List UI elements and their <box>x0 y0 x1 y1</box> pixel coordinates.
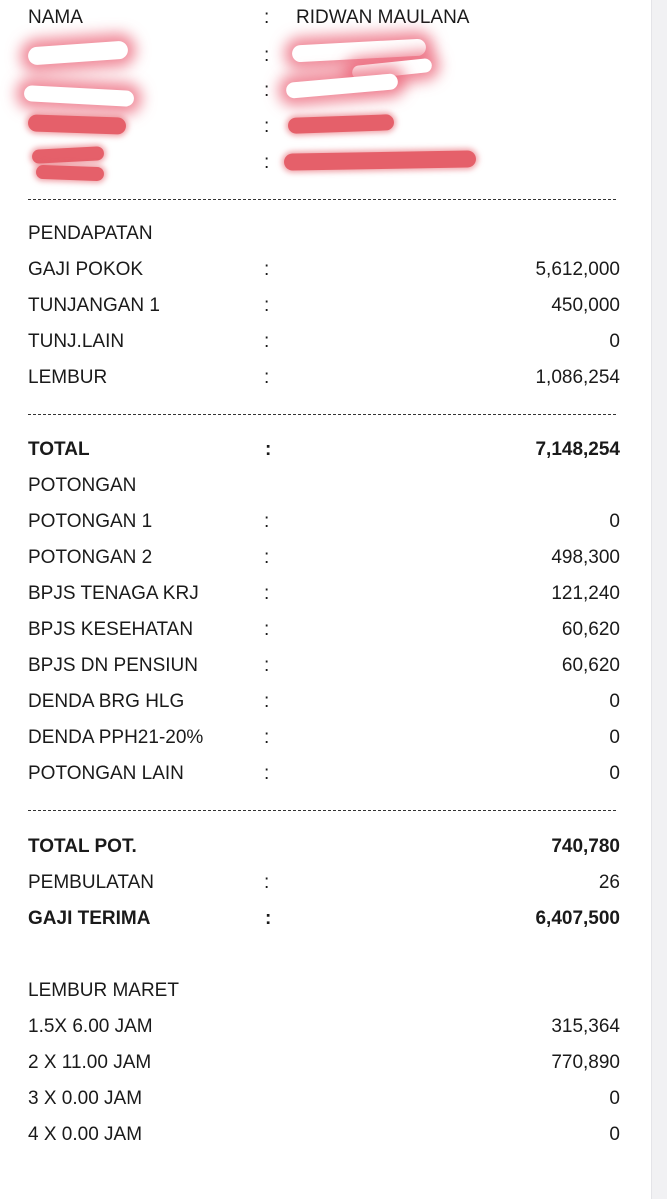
redacted-colon-2: : <box>264 80 270 101</box>
item-colon: : <box>264 691 270 712</box>
total-pot-row <box>0 834 640 860</box>
gaji-terima-colon: : <box>265 908 272 929</box>
item-colon: : <box>264 763 270 784</box>
potongan-row <box>0 617 640 643</box>
pembulatan-colon: : <box>264 872 270 893</box>
pembulatan-label: PEMBULATAN <box>28 872 154 893</box>
item-value: 770,890 <box>551 1052 620 1073</box>
item-value: 121,240 <box>551 583 620 604</box>
total-value: 7,148,254 <box>535 439 620 460</box>
item-value: 315,364 <box>551 1016 620 1037</box>
item-value: 0 <box>609 763 620 784</box>
separator-line <box>28 199 616 200</box>
item-label: BPJS KESEHATAN <box>28 619 194 640</box>
lembur-title: LEMBUR MARET <box>28 980 179 1001</box>
item-colon: : <box>264 259 270 280</box>
lembur-row <box>0 1050 640 1076</box>
item-value: 498,300 <box>551 547 620 568</box>
nama-label: NAMA <box>28 7 83 28</box>
item-value: 0 <box>609 691 620 712</box>
redaction-mark <box>36 165 104 181</box>
potongan-title: POTONGAN <box>28 475 137 496</box>
item-label: 3 X 0.00 JAM <box>28 1088 143 1109</box>
gaji-terima-value: 6,407,500 <box>535 908 620 929</box>
total-pot-label: TOTAL POT. <box>28 836 137 857</box>
redacted-colon-3: : <box>264 116 270 137</box>
item-colon: : <box>264 295 270 316</box>
total-row <box>0 437 640 463</box>
potongan-row <box>0 725 640 751</box>
item-label: TUNJANGAN 1 <box>28 295 160 316</box>
item-value: 1,086,254 <box>535 367 620 388</box>
redaction-mark <box>284 150 476 170</box>
scrollbar-track[interactable] <box>651 0 667 1199</box>
item-label: POTONGAN 1 <box>28 511 153 532</box>
total-pot-value: 740,780 <box>551 836 620 857</box>
item-label: BPJS TENAGA KRJ <box>28 583 199 604</box>
item-value: 60,620 <box>561 655 620 676</box>
pendapatan-row <box>0 293 640 319</box>
item-colon: : <box>264 655 270 676</box>
item-value: 0 <box>609 511 620 532</box>
potongan-row <box>0 509 640 535</box>
lembur-heading <box>0 978 640 1004</box>
item-label: 4 X 0.00 JAM <box>28 1124 143 1145</box>
item-label: POTONGAN 2 <box>28 547 153 568</box>
item-value: 0 <box>609 727 620 748</box>
lembur-row <box>0 1122 640 1148</box>
item-value: 0 <box>609 331 620 352</box>
item-label: DENDA PPH21-20% <box>28 727 204 748</box>
item-colon: : <box>264 547 270 568</box>
redacted-colon-1: : <box>264 45 270 66</box>
pendapatan-row <box>0 257 640 283</box>
header-nama-row <box>0 5 640 31</box>
item-value: 60,620 <box>561 619 620 640</box>
item-label: GAJI POKOK <box>28 259 144 280</box>
total-colon: : <box>265 439 272 460</box>
item-value: 5,612,000 <box>535 259 620 280</box>
gaji-terima-label: GAJI TERIMA <box>28 908 151 929</box>
total-label: TOTAL <box>28 439 90 460</box>
redacted-colon-4: : <box>264 152 270 173</box>
pembulatan-value: 26 <box>598 872 620 893</box>
item-colon: : <box>264 367 270 388</box>
item-label: 1.5X 6.00 JAM <box>28 1016 153 1037</box>
separator-line <box>28 810 616 811</box>
item-label: TUNJ.LAIN <box>28 331 125 352</box>
item-value: 0 <box>609 1088 620 1109</box>
potongan-row <box>0 581 640 607</box>
pendapatan-row <box>0 329 640 355</box>
item-label: DENDA BRG HLG <box>28 691 185 712</box>
item-colon: : <box>264 511 270 532</box>
potongan-row <box>0 545 640 571</box>
pendapatan-title: PENDAPATAN <box>28 223 153 244</box>
item-label: 2 X 11.00 JAM <box>28 1052 152 1073</box>
item-colon: : <box>264 583 270 604</box>
potongan-row <box>0 653 640 679</box>
potongan-heading <box>0 473 640 499</box>
lembur-row <box>0 1086 640 1112</box>
item-colon: : <box>264 331 270 352</box>
pendapatan-heading <box>0 221 640 247</box>
item-colon: : <box>264 619 270 640</box>
item-value: 450,000 <box>551 295 620 316</box>
nama-colon: : <box>264 7 270 28</box>
potongan-row <box>0 689 640 715</box>
nama-value: RIDWAN MAULANA <box>296 7 470 28</box>
potongan-row <box>0 761 640 787</box>
item-colon: : <box>264 727 270 748</box>
item-label: LEMBUR <box>28 367 108 388</box>
item-value: 0 <box>609 1124 620 1145</box>
pendapatan-row <box>0 365 640 391</box>
redaction-mark <box>28 114 127 134</box>
gaji-terima-row <box>0 906 640 932</box>
separator-line <box>28 414 616 415</box>
pembulatan-row <box>0 870 640 896</box>
lembur-row <box>0 1014 640 1040</box>
item-label: POTONGAN LAIN <box>28 763 184 784</box>
item-label: BPJS DN PENSIUN <box>28 655 198 676</box>
